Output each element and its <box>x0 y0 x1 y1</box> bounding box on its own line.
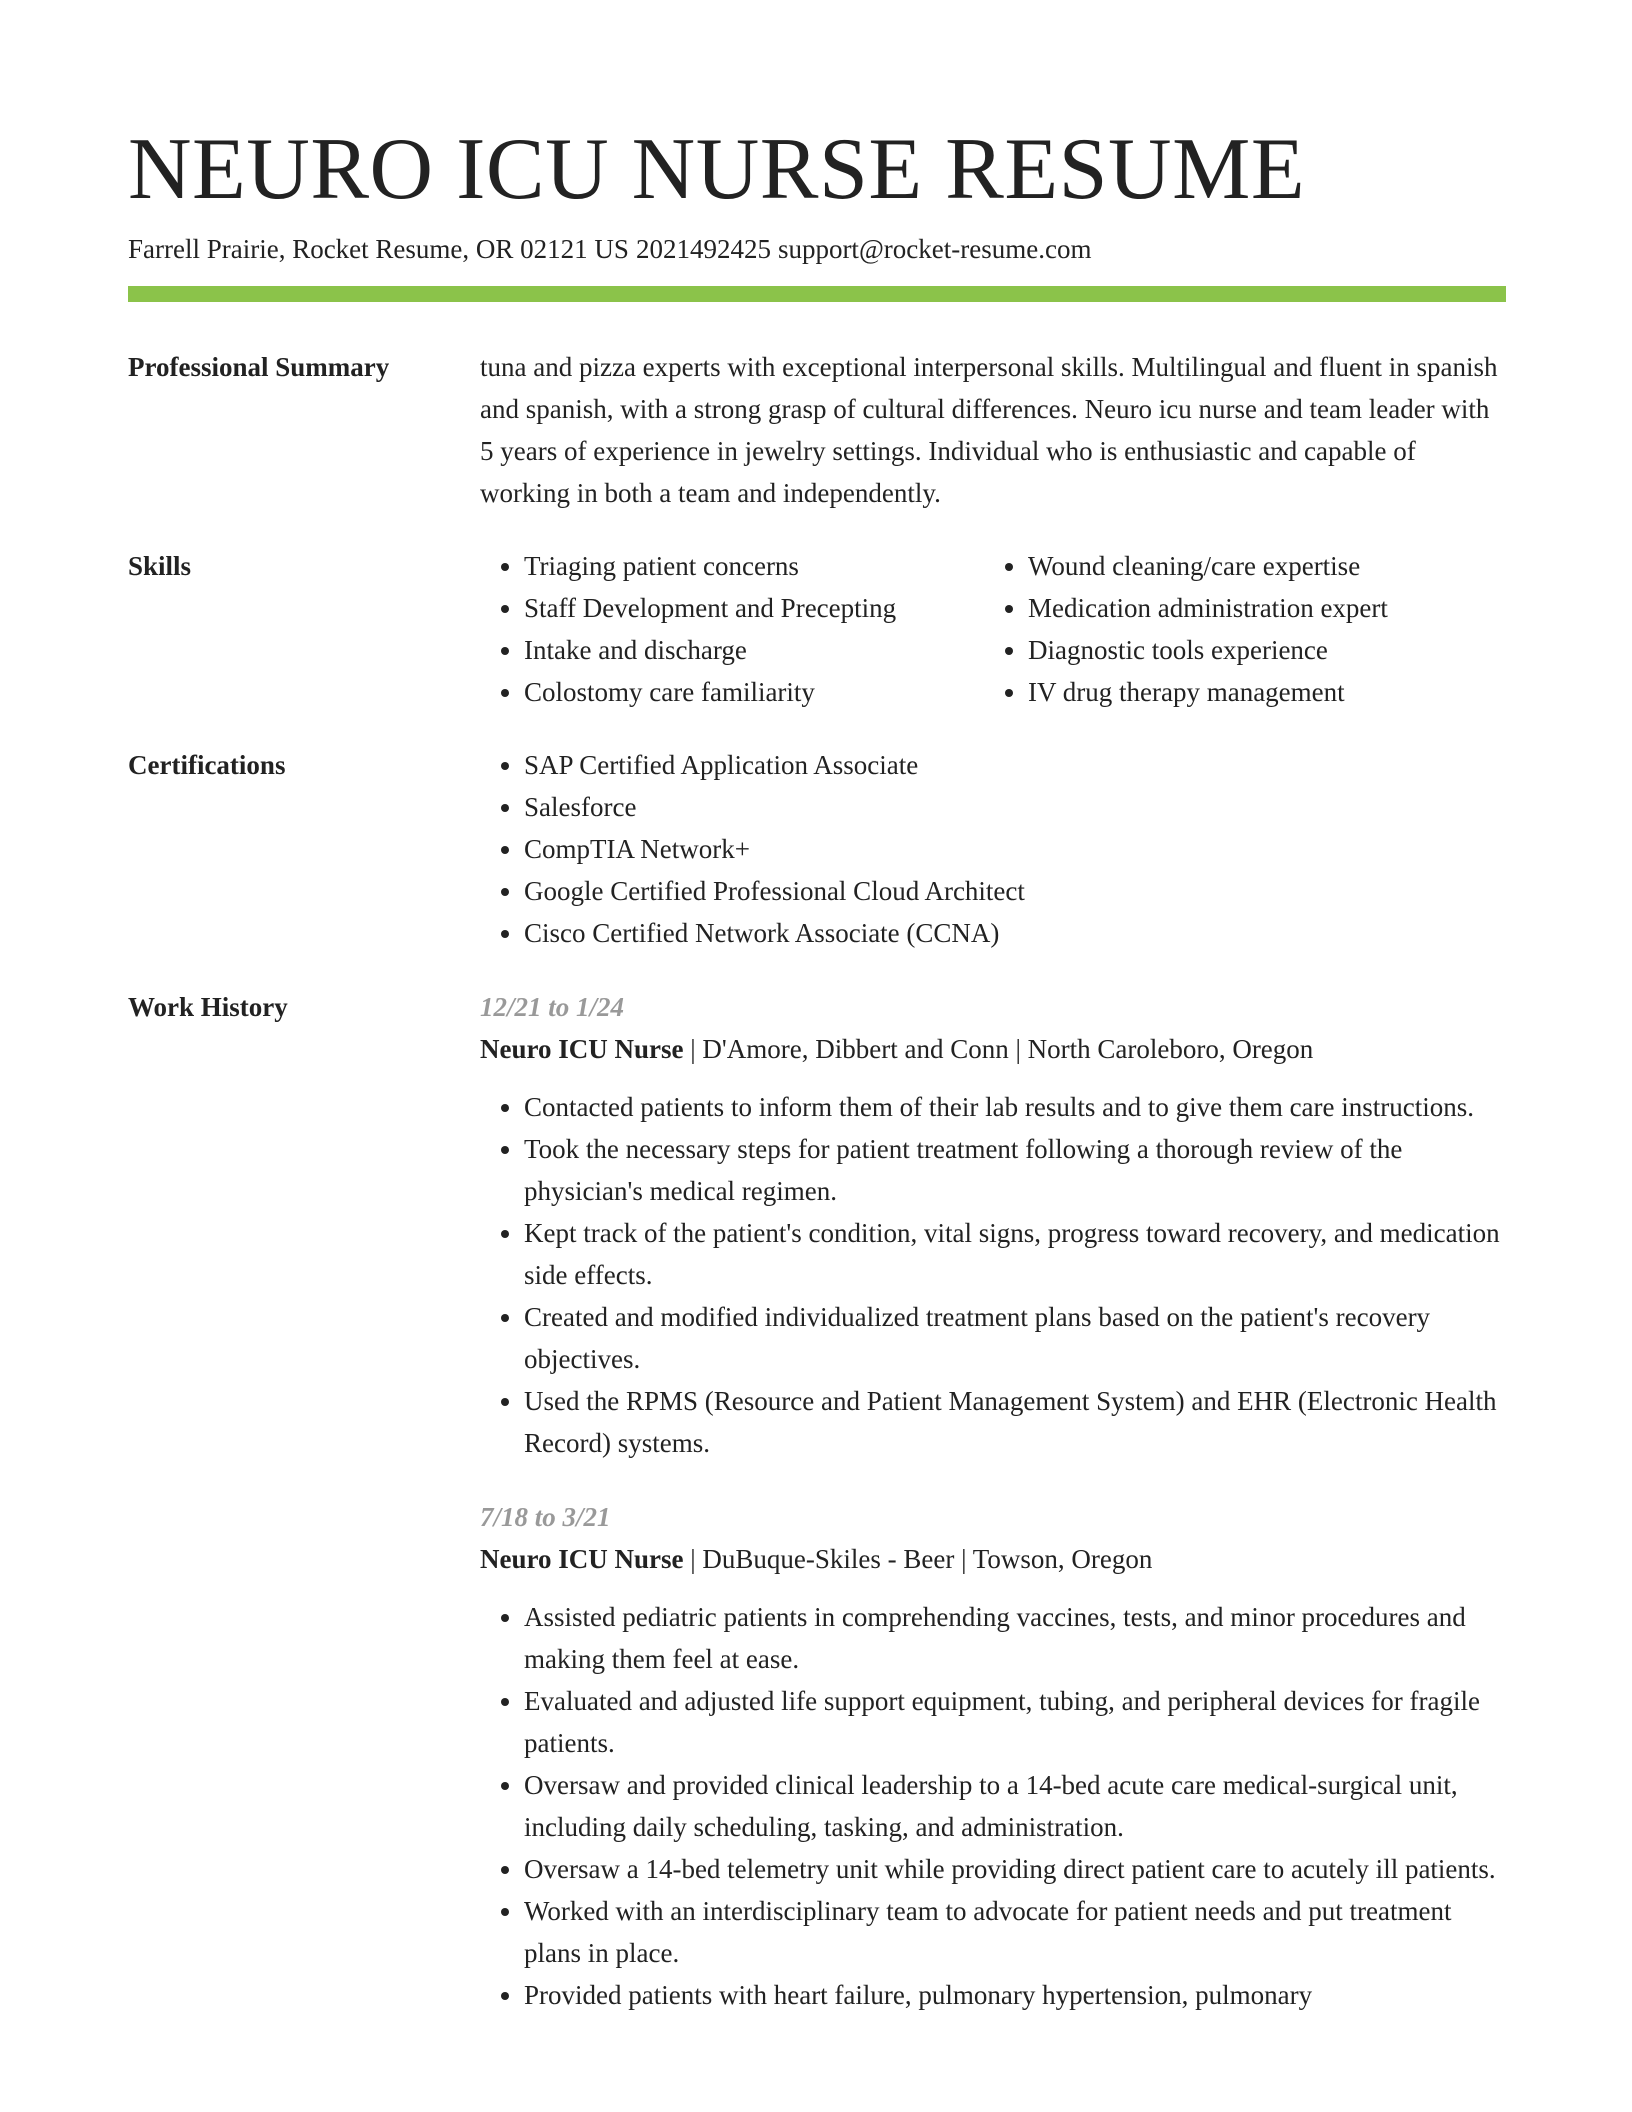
work-history-body <box>480 986 1506 2016</box>
summary-text: tuna and pizza experts with exceptional interpersonal skills. Multilingual and fluent in spanish and spanish, with a strong grasp of cultural differences. Neuro icu nurse and team leader with 5 years of experience in jewelry settings. Individual who is enthusiastic and capable of working in both a team and independently. <box>480 352 1498 508</box>
job-duty: • Oversaw a 14-bed telemetry unit while providing direct patient care to acutely ill patients. <box>524 1848 1506 1890</box>
job-dates: 12/21 to 1/24 <box>480 992 625 1022</box>
job-duty: • Took the necessary steps for patient treatment following a thorough review of the physician's medical regimen. <box>524 1128 1506 1212</box>
header-divider <box>128 286 1506 302</box>
job-duty: • Oversaw and provided clinical leadership to a 14-bed acute care medical-surgical unit, including daily scheduling, tasking, and administration. <box>524 1764 1506 1848</box>
job-duty: • Created and modified individualized treatment plans based on the patient's recovery objectives. <box>524 1296 1506 1380</box>
job-duties-list <box>480 1086 1506 1464</box>
contact-email: support@rocket-resume.com <box>777 234 1092 264</box>
section-label-work-history: Work History <box>128 992 288 1022</box>
skill-item: • Colostomy care familiarity <box>524 671 984 713</box>
certification-item: • Cisco Certified Network Associate (CCNA) <box>524 912 1506 954</box>
certification-item: • Google Certified Professional Cloud Architect <box>524 870 1506 912</box>
certifications-body <box>480 744 1506 954</box>
section-label-skills: Skills <box>128 551 192 581</box>
section-label-certifications: Certifications <box>128 750 286 780</box>
job-title: Neuro ICU Nurse <box>480 1544 684 1574</box>
job-title: Neuro ICU Nurse <box>480 1034 684 1064</box>
skill-item: • Wound cleaning/care expertise <box>1028 545 1488 587</box>
job-entry <box>480 986 1506 1464</box>
resume-title: NEURO ICU NURSE RESUME <box>128 121 1306 218</box>
skill-item: • Medication administration expert <box>1028 587 1488 629</box>
contact-address: Farrell Prairie, Rocket Resume, OR 02121 US <box>128 234 629 264</box>
job-duty: • Kept track of the patient's condition, vital signs, progress toward recovery, and medication side effects. <box>524 1212 1506 1296</box>
job-duty: • Evaluated and adjusted life support equipment, tubing, and peripheral devices for fragile patients. <box>524 1680 1506 1764</box>
job-duties-list <box>480 1596 1506 2016</box>
certification-item: • Salesforce <box>524 786 1506 828</box>
job-employer-location: | DuBuque-Skiles - Beer | Towson, Oregon <box>683 1544 1153 1574</box>
certifications-list <box>480 744 1506 954</box>
job-heading <box>480 1538 1506 1580</box>
job-duty: • Used the RPMS (Resource and Patient Management System) and EHR (Electronic Health Record) systems. <box>524 1380 1506 1464</box>
summary-body <box>480 346 1506 514</box>
certification-item: • SAP Certified Application Associate <box>524 744 1506 786</box>
job-duty: • Worked with an interdisciplinary team to advocate for patient needs and put treatment plans in place. <box>524 1890 1506 1974</box>
job-duty: • Assisted pediatric patients in comprehending vaccines, tests, and minor procedures and making them feel at ease. <box>524 1596 1506 1680</box>
section-label-summary: Professional Summary <box>128 352 390 382</box>
job-duty: • Provided patients with heart failure, pulmonary hypertension, pulmonary <box>524 1974 1506 2016</box>
skills-list-right <box>984 545 1488 713</box>
job-heading <box>480 1028 1506 1070</box>
skills-body <box>480 545 1506 713</box>
skill-item: • Diagnostic tools experience <box>1028 629 1488 671</box>
job-employer-location: | D'Amore, Dibbert and Conn | North Caroleboro, Oregon <box>683 1034 1314 1064</box>
skill-item: • IV drug therapy management <box>1028 671 1488 713</box>
job-entry <box>480 1496 1506 2016</box>
job-dates: 7/18 to 3/21 <box>480 1502 611 1532</box>
skill-item: • Triaging patient concerns <box>524 545 984 587</box>
contact-line <box>128 231 1091 267</box>
job-duty: • Contacted patients to inform them of their lab results and to give them care instructions. <box>524 1086 1506 1128</box>
certification-item: • CompTIA Network+ <box>524 828 1506 870</box>
skill-item: • Intake and discharge <box>524 629 984 671</box>
skill-item: • Staff Development and Precepting <box>524 587 984 629</box>
contact-phone: 2021492425 <box>635 234 771 264</box>
skills-list-left <box>480 545 984 713</box>
